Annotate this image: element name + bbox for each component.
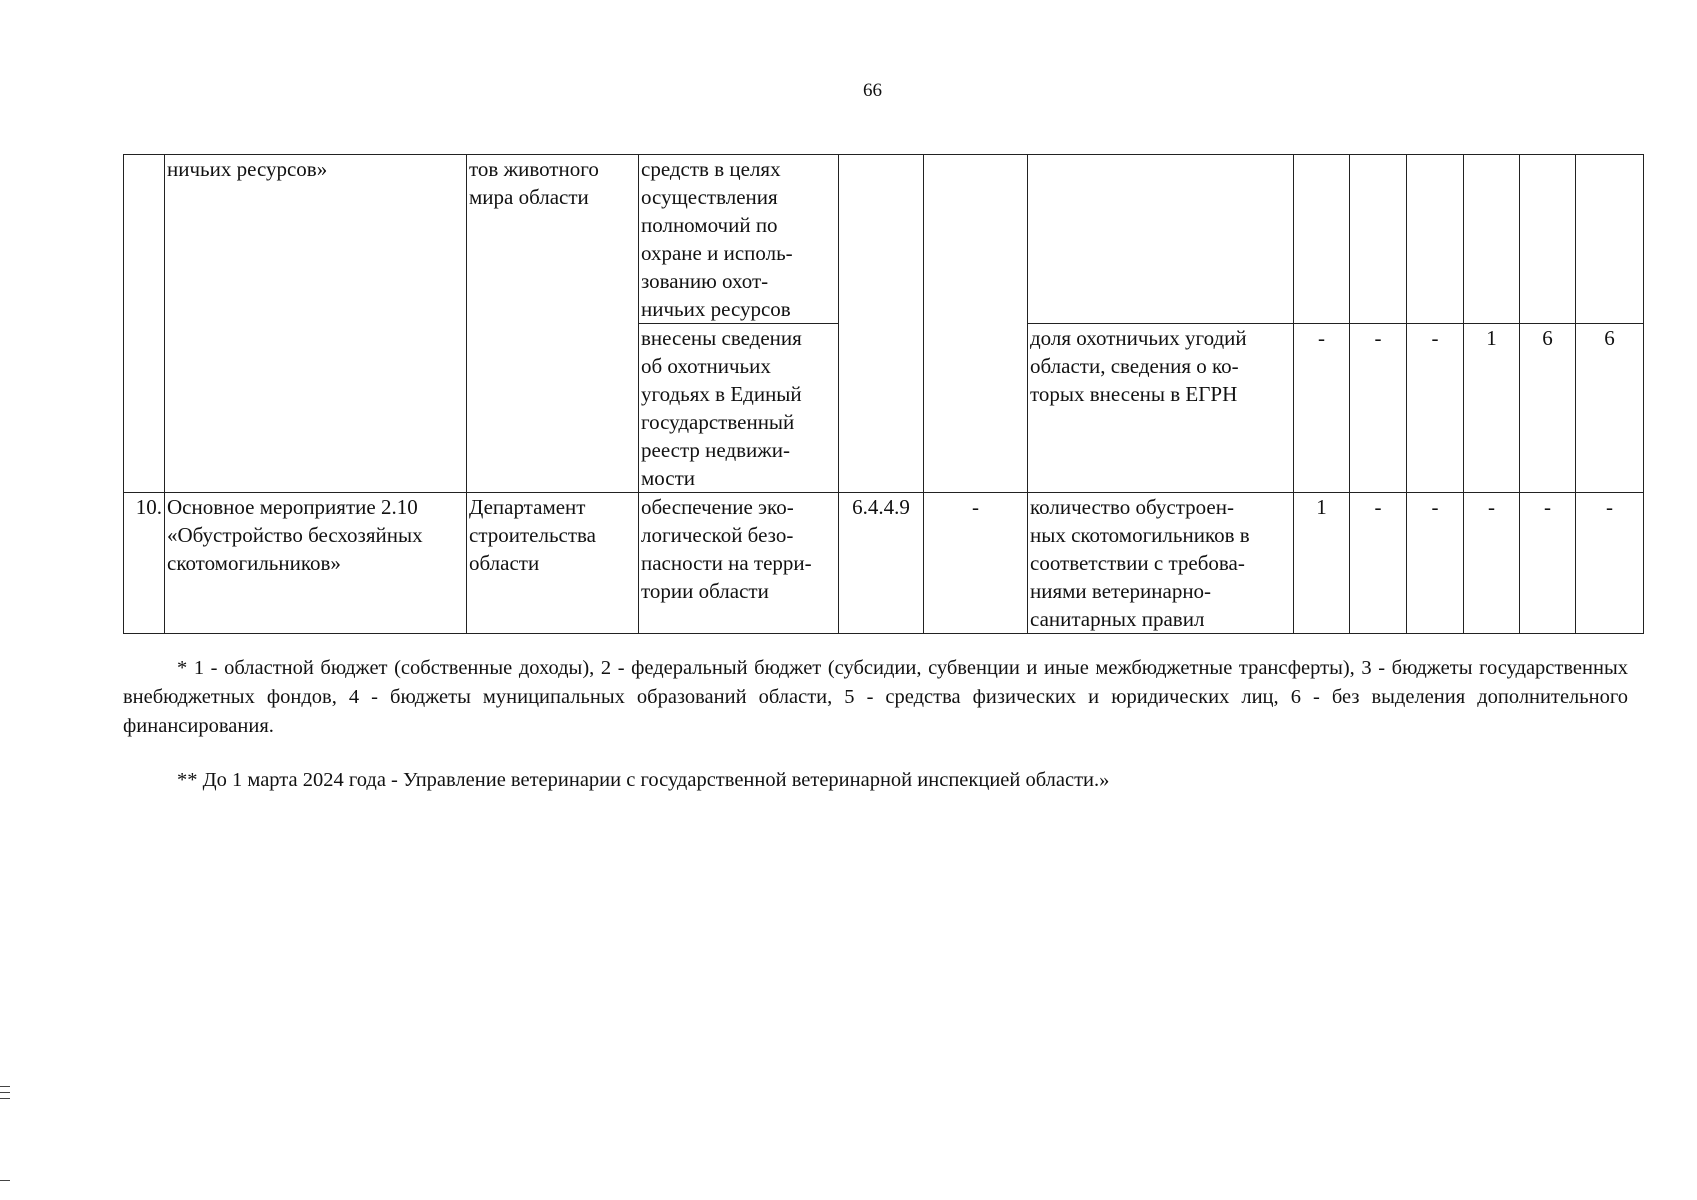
page-number: 66	[863, 80, 882, 101]
row-number-cell: 10.	[124, 493, 165, 634]
event-cell: Основное мероприятие 2.10 «Обустройство бесхозяйных скотомогильников»	[165, 493, 467, 634]
value-cell: 1	[1464, 324, 1520, 493]
value-cell	[1464, 155, 1520, 324]
row-number-cell	[124, 155, 165, 493]
margin-scan-mark	[0, 1086, 10, 1087]
code2-cell	[924, 155, 1028, 493]
margin-scan-mark	[0, 1092, 10, 1093]
program-table	[123, 154, 1644, 634]
value-cell: 6	[1520, 324, 1576, 493]
executor-cell: тов животного мира области	[467, 155, 639, 493]
value-cell: -	[1350, 493, 1407, 634]
footnote-budget-sources: * 1 - областной бюджет (собственные доходы), 2 - федеральный бюджет (субсидии, субвенции и иные межбюджетные трансферты), 3 - бюджеты государственных внебюджетных фондов, 4 - бюджеты муниципальных образований области, 5 - средства физических и юридических лиц, 6 - без выделения дополнительного финансирования.	[123, 657, 1628, 737]
margin-scan-mark	[0, 1098, 10, 1099]
code-cell: 6.4.4.9	[839, 493, 924, 634]
event-cell: ничьих ресурсов»	[165, 155, 467, 493]
code-cell	[839, 155, 924, 493]
result-cell: обеспечение эко- логической безо- пасности на терри- тории области	[639, 493, 839, 634]
value-cell: -	[1407, 493, 1464, 634]
value-cell	[1520, 155, 1576, 324]
value-cell: -	[1464, 493, 1520, 634]
value-cell: -	[1576, 493, 1644, 634]
value-cell: -	[1520, 493, 1576, 634]
value-cell	[1350, 155, 1407, 324]
code2-cell: -	[924, 493, 1028, 634]
executor-cell: Департамент строительства области	[467, 493, 639, 634]
value-cell: 6	[1576, 324, 1644, 493]
result-cell: средств в целях осуществления полномочий по охране и исполь- зованию охот- ничьих ресурсов	[639, 155, 839, 324]
indicator-cell: количество обустроен- ных скотомогильников в соответствии с требова- ниями ветеринарно- санитарных правил	[1028, 493, 1294, 634]
indicator-cell	[1028, 155, 1294, 324]
value-cell	[1407, 155, 1464, 324]
table-row	[124, 155, 1644, 324]
value-cell: -	[1407, 324, 1464, 493]
value-cell: -	[1350, 324, 1407, 493]
footnote-veterinary: ** До 1 марта 2024 года - Управление ветеринарии с государственной ветеринарной инспекцией области.»	[177, 769, 1110, 791]
result-cell: внесены сведения об охотничьих угодьях в Единый государственный реестр недвижи- мости	[639, 324, 839, 493]
margin-scan-mark	[0, 1180, 10, 1181]
value-cell: 1	[1294, 493, 1350, 634]
value-cell	[1576, 155, 1644, 324]
table-row	[124, 493, 1644, 634]
value-cell	[1294, 155, 1350, 324]
value-cell: -	[1294, 324, 1350, 493]
indicator-cell: доля охотничьих угодий области, сведения о ко- торых внесены в ЕГРН	[1028, 324, 1294, 493]
